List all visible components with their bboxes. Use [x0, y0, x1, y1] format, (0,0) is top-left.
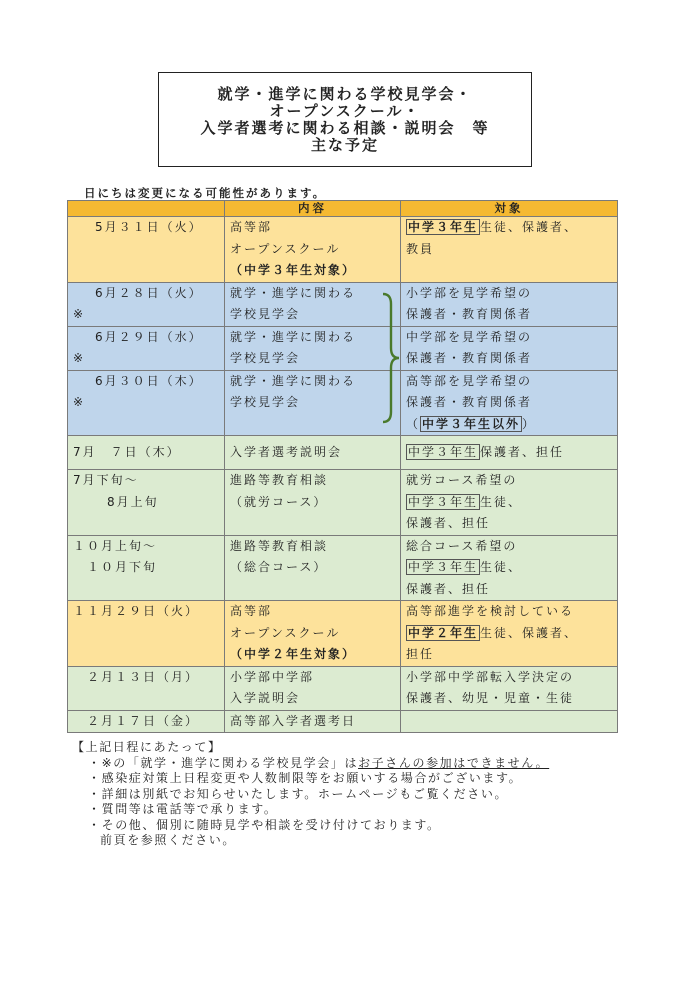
target-text: 生徒、 [480, 560, 523, 574]
note-item: 前頁を参照ください。 [100, 833, 237, 847]
date-text: １０月上旬～ [73, 538, 158, 553]
date-change-note: 日にちは変更になる可能性があります。 [84, 186, 327, 200]
header-target: 対象 [401, 201, 618, 217]
date-text: ２月１３日（月） [87, 669, 200, 684]
note-item: ・感染症対策上日程変更や人数制限等をお願いする場合がございます。 [88, 771, 523, 785]
date-text: 5月３１日（火） [95, 220, 203, 234]
target-text [406, 711, 612, 733]
target-text: 就労コース希望の [406, 473, 518, 487]
asterisk-mark: ※ [73, 351, 86, 365]
table-row [68, 535, 618, 601]
date-text: 6月２９日（水） [95, 329, 203, 344]
date-cell [68, 370, 225, 436]
date-cell [68, 436, 225, 470]
target-text: 保護者、担任 [406, 581, 491, 596]
content-text: 小学部中学部 [230, 669, 315, 684]
title-line-4: 主な予定 [310, 135, 379, 154]
target-cell [401, 470, 618, 536]
target-text: ） [522, 416, 537, 431]
target-cell [401, 370, 618, 436]
content-cell [225, 535, 401, 601]
schedule-table [67, 200, 618, 733]
date-cell [68, 470, 225, 536]
content-text: 就学・進学に関わる [230, 329, 357, 344]
target-text: 保護者、幼児・児童・生徒 [406, 691, 575, 705]
target-cell [401, 217, 618, 283]
target-text: 保護者、担任 [406, 516, 491, 530]
target-cell [401, 710, 618, 733]
note-item: ・質問等は電話等で承ります。 [88, 802, 278, 816]
content-cell [225, 370, 401, 436]
table-row [68, 370, 618, 436]
grouping-brace-icon [380, 292, 402, 424]
date-cell [68, 666, 225, 710]
content-cell [225, 217, 401, 283]
date-text: １１月２９日（火） [73, 604, 200, 618]
content-text: 高等部 [230, 604, 273, 618]
content-text: （中学２年生対象） [230, 647, 357, 661]
target-text: 総合コース希望の [406, 538, 518, 553]
date-cell [68, 217, 225, 283]
table-row [68, 326, 618, 370]
header-content: 内容 [225, 201, 401, 217]
target-text: 生徒、保護者、 [480, 220, 579, 234]
content-cell [225, 436, 401, 470]
highlight-grade: 中学３年生 [408, 494, 479, 509]
content-text: オープンスクール [230, 625, 341, 640]
content-cell [225, 710, 401, 733]
content-text: 進路等教育相談 [230, 538, 329, 553]
target-text: 保護者・教育関係者 [406, 307, 533, 321]
content-text: 学校見学会 [230, 351, 301, 365]
content-text: 学校見学会 [230, 395, 301, 409]
content-cell [225, 666, 401, 710]
table-row [68, 217, 618, 283]
highlight-grade: 中学３年生 [408, 560, 479, 574]
note-item: ・その他、個別に随時見学や相談を受け付けております。 [88, 817, 441, 832]
highlight-grade: 中学３年生 [408, 445, 479, 459]
target-text: 保護者、担任 [480, 445, 565, 459]
content-cell [225, 326, 401, 370]
target-text: 保護者・教育関係者 [406, 395, 533, 409]
date-cell [68, 535, 225, 601]
date-cell [68, 710, 225, 733]
date-text: 6月２８日（火） [95, 285, 203, 300]
content-cell [225, 470, 401, 536]
note-underlined-text: お子さんの参加はできません。 [358, 755, 550, 770]
table-row [68, 282, 618, 326]
content-cell [225, 601, 401, 667]
target-text: 高等部進学を検討している [406, 604, 575, 618]
content-text: 入学説明会 [230, 691, 301, 705]
content-text: 進路等教育相談 [230, 473, 329, 487]
target-text: 担任 [406, 647, 435, 661]
content-cell [225, 282, 401, 326]
target-text: （ [406, 416, 421, 431]
content-text: （就労コース） [230, 494, 328, 509]
highlight-grade: 中学３年生 [408, 220, 479, 234]
table-row [68, 601, 618, 667]
target-text: 高等部を見学希望の [406, 373, 533, 388]
target-cell [401, 535, 618, 601]
content-text: オープンスクール [230, 241, 341, 256]
table-row [68, 470, 618, 536]
target-text: 小学部を見学希望の [406, 285, 533, 300]
note-text: ・※の「就学・進学に関わる学校見学会」は [88, 755, 359, 770]
title-line-3: 入学者選考に関わる相談・説明会 等 [200, 118, 490, 137]
target-cell [401, 282, 618, 326]
target-text: 中学部を見学希望の [406, 329, 533, 344]
content-text: 就学・進学に関わる [230, 285, 357, 300]
title-line-1: 就学・進学に関わる学校見学会・ [217, 84, 473, 103]
date-text: 8月上旬 [107, 494, 159, 509]
title-line-2: オープンスクール・ [269, 101, 421, 120]
date-cell [68, 326, 225, 370]
target-text: 保護者・教育関係者 [406, 351, 533, 365]
date-text: 7月 ７日（木） [73, 445, 181, 459]
header-date [68, 201, 225, 217]
target-cell [401, 436, 618, 470]
date-text: １０月下旬 [87, 560, 158, 574]
content-text: 学校見学会 [230, 307, 301, 321]
note-item: ・詳細は別紙でお知らせいたします。ホームページもご覧ください。 [88, 786, 509, 801]
target-cell [401, 601, 618, 667]
date-cell [68, 601, 225, 667]
notes-section [72, 740, 549, 849]
date-cell [68, 282, 225, 326]
content-text: 就学・進学に関わる [230, 373, 357, 388]
highlight-grade: 中学２年生 [408, 625, 479, 640]
date-text: 6月３０日（木） [95, 373, 203, 388]
date-text: ２月１７日（金） [87, 713, 200, 728]
content-text: 高等部入学者選考日 [230, 713, 357, 728]
table-row [68, 666, 618, 710]
content-text: （総合コース） [230, 560, 328, 574]
content-text: （中学３年生対象） [230, 263, 357, 277]
table-row [68, 710, 618, 733]
highlight-grade: 中学３年生以外 [422, 416, 521, 431]
asterisk-mark: ※ [73, 307, 86, 321]
target-text: 小学部中学部転入学決定の [406, 669, 575, 684]
target-text: 教員 [406, 241, 435, 256]
target-text: 生徒、保護者、 [480, 625, 579, 640]
target-text: 生徒、 [480, 494, 523, 509]
content-text: 入学者選考説明会 [230, 445, 343, 459]
date-text: 7月下旬～ [73, 473, 139, 487]
content-text: 高等部 [230, 220, 273, 234]
note-item [72, 756, 549, 772]
notes-heading: 【上記日程にあたって】 [72, 740, 222, 754]
asterisk-mark: ※ [73, 395, 86, 409]
table-row [68, 436, 618, 470]
table-header-row [68, 201, 618, 217]
title-box [158, 72, 532, 167]
target-cell [401, 666, 618, 710]
target-cell [401, 326, 618, 370]
